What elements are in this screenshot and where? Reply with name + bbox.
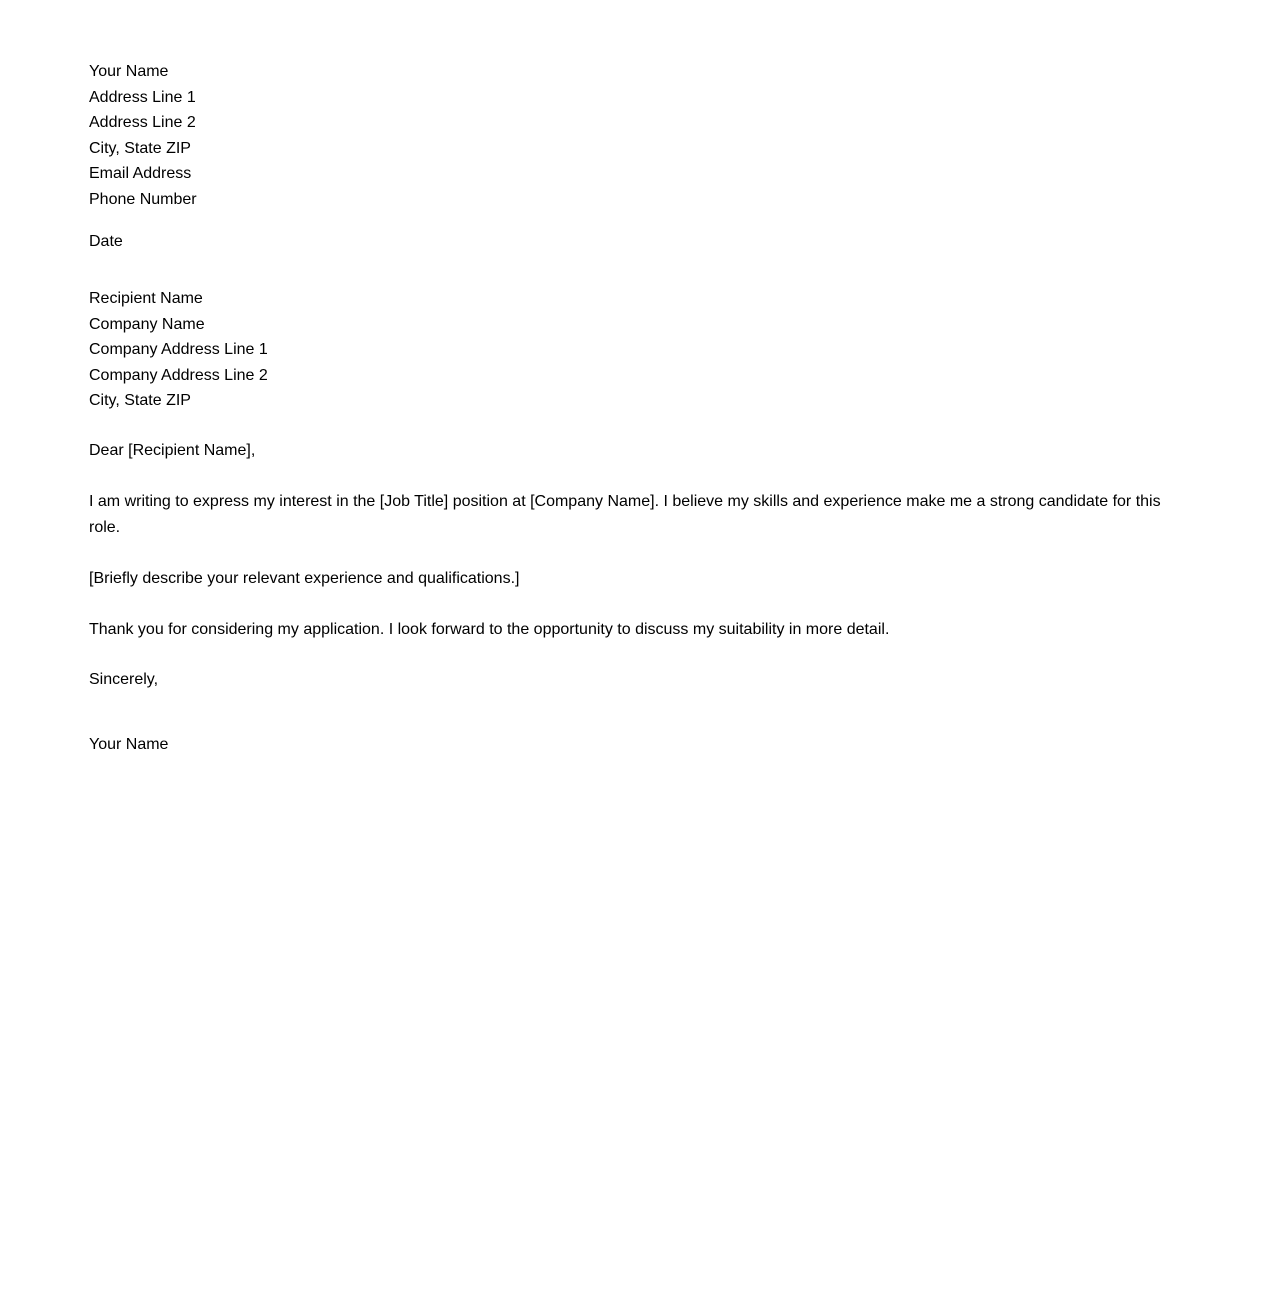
body-paragraph-2-text: [Briefly describe your relevant experience and qualifications.] xyxy=(89,570,520,587)
recipient-company: Company Name xyxy=(89,315,205,333)
salutation xyxy=(89,438,1189,464)
recipient-address-block xyxy=(89,286,1189,414)
sender-address-line-2: Address Line 2 xyxy=(89,114,196,132)
salutation-text: Dear [Recipient Name], xyxy=(89,442,256,459)
sender-address-block xyxy=(89,59,1189,213)
sender-email: Email Address xyxy=(89,165,192,183)
signature xyxy=(89,732,1189,758)
body-paragraph-1-text: I am writing to express my interest in the [Job Title] position at [Company Name]. I believe my skills and experience make me a strong candidate for this role. xyxy=(89,493,1161,536)
recipient-address-line-2: Company Address Line 2 xyxy=(89,366,268,384)
body-paragraph-2 xyxy=(89,566,1189,592)
sender-phone: Phone Number xyxy=(89,190,197,208)
sender-name: Your Name xyxy=(89,63,169,80)
closing-text: Sincerely, xyxy=(89,671,159,688)
recipient-city-state-zip: City, State ZIP xyxy=(89,392,191,410)
closing xyxy=(89,667,1189,693)
recipient-name: Recipient Name xyxy=(89,290,203,307)
letter-date-block xyxy=(89,229,1189,255)
recipient-address-line-1: Company Address Line 1 xyxy=(89,341,268,359)
body-paragraph-3-text: Thank you for considering my application. I look forward to the opportunity to discuss my suitability in more detail. xyxy=(89,621,890,638)
body-paragraph-3 xyxy=(89,617,1189,643)
letter-date: Date xyxy=(89,233,123,250)
sender-address-line-1: Address Line 1 xyxy=(89,88,196,106)
signature-name: Your Name xyxy=(89,736,169,753)
sender-city-state-zip: City, State ZIP xyxy=(89,139,191,157)
body-paragraph-1 xyxy=(89,489,1179,540)
